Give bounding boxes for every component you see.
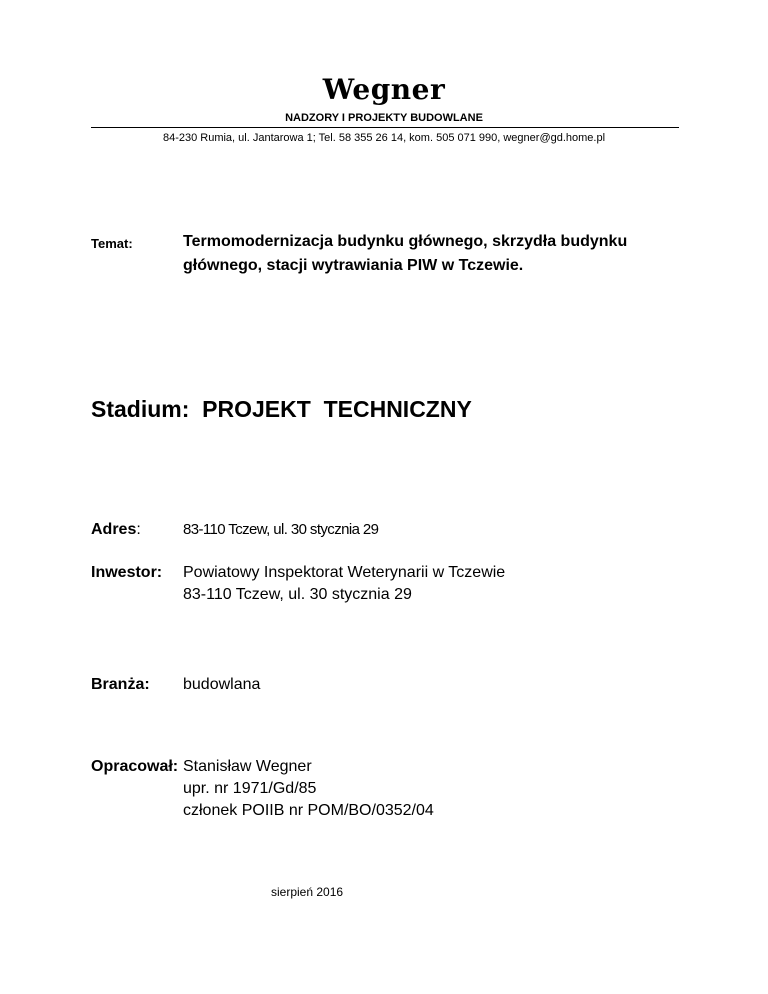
inwestor-value: [183, 562, 505, 606]
temat-value: [183, 230, 703, 278]
inwestor-label: Inwestor:: [91, 564, 163, 581]
company-subtitle: NADZORY I PROJEKTY BUDOWLANE: [285, 112, 483, 124]
temat-line: Termomodernizacja budynku głównego, skrzydła budynku: [183, 233, 628, 250]
temat-line: głównego, stacji wytrawiania PIW w Tczewie.: [183, 257, 524, 274]
adres-value: 83-110 Tczew, ul. 30 stycznia 29: [183, 521, 379, 538]
branza-label: Branża:: [91, 676, 150, 693]
opracowal-line: upr. nr 1971/Gd/85: [183, 780, 317, 797]
company-logo: Wegner: [322, 73, 446, 106]
opracowal-label: Opracował:: [91, 758, 179, 775]
company-contact: 84-230 Rumia, ul. Jantarowa 1; Tel. 58 355 26 14, kom. 505 071 990, wegner@gd.home.pl: [162, 132, 606, 144]
branza-value: budowlana: [183, 676, 261, 693]
inwestor-line: Powiatowy Inspektorat Weterynarii w Tczewie: [183, 564, 506, 581]
opracowal-line: Stanisław Wegner: [183, 758, 312, 775]
header-divider: [91, 127, 679, 128]
opracowal-value: [183, 756, 434, 822]
temat-label: Temat:: [91, 236, 133, 251]
adres-label: [91, 519, 141, 541]
adres-label-text: Adres: [91, 521, 137, 538]
document-date: sierpień 2016: [271, 885, 344, 899]
stadium-heading: Stadium: PROJEKT TECHNICZNY: [91, 396, 472, 422]
adres-label-colon: :: [136, 521, 141, 538]
inwestor-line: 83-110 Tczew, ul. 30 stycznia 29: [183, 586, 412, 603]
opracowal-line: członek POIIB nr POM/BO/0352/04: [183, 802, 434, 819]
